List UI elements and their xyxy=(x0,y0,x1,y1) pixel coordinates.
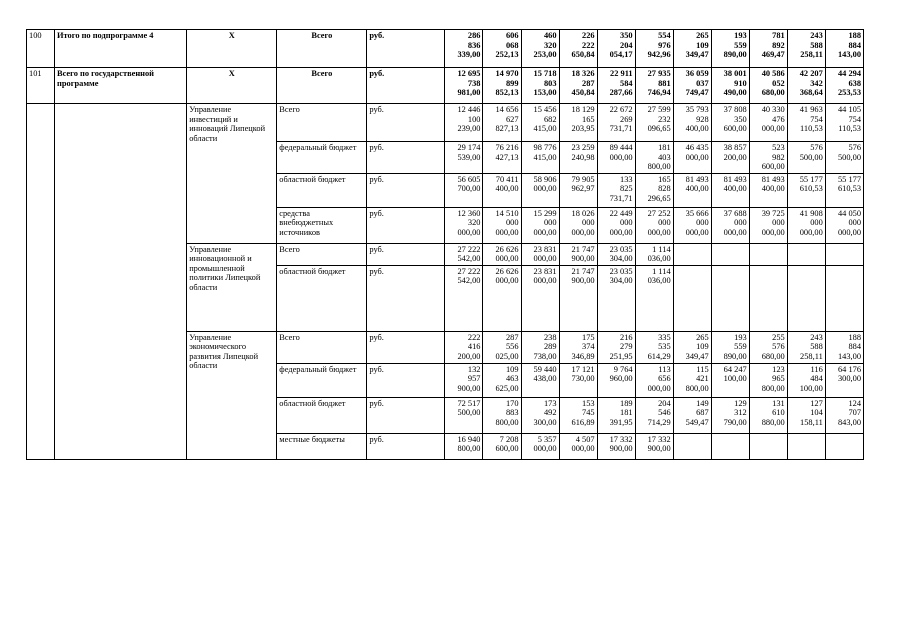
value-cell: 15 718 803 153,00 xyxy=(521,68,559,104)
value-cell: 35 793 928 400,00 xyxy=(673,104,711,142)
value-cell: 41 963 754 110,53 xyxy=(787,104,825,142)
value-cell: 44 050 000 000,00 xyxy=(825,207,863,243)
value-cell: 64 247 100,00 xyxy=(711,363,749,397)
value-cell xyxy=(825,433,863,459)
blank-title-cell xyxy=(55,104,187,460)
value-cell: 29 174 539,00 xyxy=(445,142,483,174)
value-cell: 4 507 000,00 xyxy=(559,433,597,459)
value-cell: 14 510 000 000,00 xyxy=(483,207,521,243)
unit-cell: руб. xyxy=(367,30,445,68)
value-cell: 109 463 625,00 xyxy=(483,363,521,397)
value-cell: 38 857 200,00 xyxy=(711,142,749,174)
value-cell xyxy=(711,265,749,331)
value-cell: 23 831 000,00 xyxy=(521,243,559,265)
value-cell: 243 588 258,11 xyxy=(787,331,825,363)
value-cell: 35 666 000 000,00 xyxy=(673,207,711,243)
value-cell: 72 517 500,00 xyxy=(445,397,483,433)
value-cell: 132 957 900,00 xyxy=(445,363,483,397)
value-cell xyxy=(787,265,825,331)
source-cell: Всего xyxy=(277,331,367,363)
value-cell: 286 836 339,00 xyxy=(445,30,483,68)
value-cell: 81 493 400,00 xyxy=(673,173,711,207)
value-cell xyxy=(673,433,711,459)
value-cell: 335 535 614,29 xyxy=(635,331,673,363)
value-cell: 124 707 843,00 xyxy=(825,397,863,433)
value-cell: 15 299 000 000,00 xyxy=(521,207,559,243)
value-cell: 350 204 054,17 xyxy=(597,30,635,68)
value-cell: 17 332 900,00 xyxy=(635,433,673,459)
value-cell: 7 208 600,00 xyxy=(483,433,521,459)
value-cell: 81 493 400,00 xyxy=(711,173,749,207)
unit-cell: руб. xyxy=(367,142,445,174)
unit-cell: руб. xyxy=(367,68,445,104)
value-cell: 40 586 052 680,00 xyxy=(749,68,787,104)
value-cell xyxy=(749,433,787,459)
value-cell: 37 808 350 600,00 xyxy=(711,104,749,142)
value-cell: 23 035 304,00 xyxy=(597,243,635,265)
value-cell: 81 493 400,00 xyxy=(749,173,787,207)
table-row xyxy=(27,68,864,104)
unit-cell: руб. xyxy=(367,265,445,331)
value-cell: 17 121 730,00 xyxy=(559,363,597,397)
value-cell xyxy=(749,243,787,265)
value-cell: 98 776 415,00 xyxy=(521,142,559,174)
value-cell: 27 599 232 096,65 xyxy=(635,104,673,142)
value-cell xyxy=(787,433,825,459)
value-cell: 287 556 025,00 xyxy=(483,331,521,363)
value-cell: 255 576 680,00 xyxy=(749,331,787,363)
value-cell: 265 109 349,47 xyxy=(673,331,711,363)
value-cell: 55 177 610,53 xyxy=(825,173,863,207)
value-cell: 16 940 800,00 xyxy=(445,433,483,459)
value-cell: 193 559 890,00 xyxy=(711,30,749,68)
value-cell: 129 312 790,00 xyxy=(711,397,749,433)
value-cell: 133 825 731,71 xyxy=(597,173,635,207)
unit-cell: руб. xyxy=(367,363,445,397)
value-cell xyxy=(711,243,749,265)
value-cell: 15 456 682 415,00 xyxy=(521,104,559,142)
value-cell: 27 222 542,00 xyxy=(445,243,483,265)
value-cell: 216 279 251,95 xyxy=(597,331,635,363)
unit-cell: руб. xyxy=(367,433,445,459)
value-cell: 76 216 427,13 xyxy=(483,142,521,174)
value-cell: 153 745 616,89 xyxy=(559,397,597,433)
value-cell: 1 114 036,00 xyxy=(635,243,673,265)
value-cell: 188 884 143,00 xyxy=(825,331,863,363)
value-cell: 181 403 800,00 xyxy=(635,142,673,174)
value-cell: 58 906 000,00 xyxy=(521,173,559,207)
executor-cell: Управление экономического развития Липецкой области xyxy=(187,331,277,459)
value-cell: 14 656 627 827,13 xyxy=(483,104,521,142)
source-cell: областной бюджет xyxy=(277,173,367,207)
value-cell: 23 831 000,00 xyxy=(521,265,559,331)
value-cell: 781 892 469,47 xyxy=(749,30,787,68)
value-cell: 89 444 000,00 xyxy=(597,142,635,174)
value-cell: 12 695 738 981,00 xyxy=(445,68,483,104)
source-cell: средства внебюджетных источников xyxy=(277,207,367,243)
blank-number-cell xyxy=(27,104,55,460)
value-cell: 55 177 610,53 xyxy=(787,173,825,207)
value-cell: 12 446 100 239,00 xyxy=(445,104,483,142)
value-cell: 17 332 900,00 xyxy=(597,433,635,459)
table-row xyxy=(27,30,864,68)
source-cell: федеральный бюджет xyxy=(277,142,367,174)
source-cell: местные бюджеты xyxy=(277,433,367,459)
value-cell: 1 114 036,00 xyxy=(635,265,673,331)
value-cell xyxy=(711,433,749,459)
value-cell: 116 484 100,00 xyxy=(787,363,825,397)
value-cell: 27 222 542,00 xyxy=(445,265,483,331)
value-cell: 37 688 000 000,00 xyxy=(711,207,749,243)
value-cell: 44 294 638 253,53 xyxy=(825,68,863,104)
source-cell: Всего xyxy=(277,104,367,142)
source-cell: Всего xyxy=(277,243,367,265)
value-cell: 41 908 000 000,00 xyxy=(787,207,825,243)
value-cell xyxy=(825,243,863,265)
executor-cell: X xyxy=(187,68,277,104)
table-row xyxy=(27,104,864,142)
source-cell: федеральный бюджет xyxy=(277,363,367,397)
value-cell: 40 330 476 000,00 xyxy=(749,104,787,142)
value-cell xyxy=(787,243,825,265)
value-cell: 576 500,00 xyxy=(787,142,825,174)
value-cell: 14 970 899 852,13 xyxy=(483,68,521,104)
value-cell: 42 207 342 368,64 xyxy=(787,68,825,104)
executor-cell: X xyxy=(187,30,277,68)
value-cell: 38 001 910 490,00 xyxy=(711,68,749,104)
unit-cell: руб. xyxy=(367,243,445,265)
value-cell: 18 129 165 203,95 xyxy=(559,104,597,142)
value-cell: 39 725 000 000,00 xyxy=(749,207,787,243)
unit-cell: руб. xyxy=(367,207,445,243)
value-cell: 5 357 000,00 xyxy=(521,433,559,459)
source-cell: Всего xyxy=(277,68,367,104)
value-cell: 56 605 700,00 xyxy=(445,173,483,207)
value-cell: 243 588 258,11 xyxy=(787,30,825,68)
value-cell: 127 104 158,11 xyxy=(787,397,825,433)
value-cell: 149 687 549,47 xyxy=(673,397,711,433)
value-cell: 189 181 391,95 xyxy=(597,397,635,433)
source-cell: областной бюджет xyxy=(277,397,367,433)
value-cell: 113 656 000,00 xyxy=(635,363,673,397)
value-cell: 26 626 000,00 xyxy=(483,243,521,265)
source-cell: Всего xyxy=(277,30,367,68)
value-cell: 523 982 600,00 xyxy=(749,142,787,174)
value-cell: 27 935 881 746,94 xyxy=(635,68,673,104)
value-cell: 70 411 400,00 xyxy=(483,173,521,207)
value-cell: 188 884 143,00 xyxy=(825,30,863,68)
value-cell: 22 911 584 287,66 xyxy=(597,68,635,104)
value-cell: 576 500,00 xyxy=(825,142,863,174)
budget-table xyxy=(26,29,864,460)
value-cell: 193 559 890,00 xyxy=(711,331,749,363)
row-title: Всего по государственной программе xyxy=(55,68,187,104)
value-cell: 554 976 942,96 xyxy=(635,30,673,68)
value-cell: 173 492 300,00 xyxy=(521,397,559,433)
value-cell xyxy=(749,265,787,331)
unit-cell: руб. xyxy=(367,173,445,207)
value-cell: 44 105 754 110,53 xyxy=(825,104,863,142)
value-cell: 23 259 240,98 xyxy=(559,142,597,174)
value-cell: 170 883 800,00 xyxy=(483,397,521,433)
row-number: 100 xyxy=(27,30,55,68)
value-cell: 222 416 200,00 xyxy=(445,331,483,363)
row-title: Итого по подпрограмме 4 xyxy=(55,30,187,68)
value-cell xyxy=(825,265,863,331)
value-cell: 606 068 252,13 xyxy=(483,30,521,68)
value-cell xyxy=(673,265,711,331)
value-cell: 226 222 650,84 xyxy=(559,30,597,68)
value-cell: 59 440 438,00 xyxy=(521,363,559,397)
value-cell: 36 059 037 749,47 xyxy=(673,68,711,104)
value-cell: 27 252 000 000,00 xyxy=(635,207,673,243)
unit-cell: руб. xyxy=(367,104,445,142)
value-cell: 115 421 800,00 xyxy=(673,363,711,397)
value-cell: 21 747 900,00 xyxy=(559,243,597,265)
value-cell: 9 764 960,00 xyxy=(597,363,635,397)
value-cell: 238 289 738,00 xyxy=(521,331,559,363)
value-cell: 460 320 253,00 xyxy=(521,30,559,68)
source-cell: областной бюджет xyxy=(277,265,367,331)
executor-cell: Управление инновационной и промышленной политики Липецкой области xyxy=(187,243,277,331)
value-cell xyxy=(673,243,711,265)
value-cell: 21 747 900,00 xyxy=(559,265,597,331)
value-cell: 46 435 000,00 xyxy=(673,142,711,174)
value-cell: 204 546 714,29 xyxy=(635,397,673,433)
row-number: 101 xyxy=(27,68,55,104)
value-cell: 18 026 000 000,00 xyxy=(559,207,597,243)
unit-cell: руб. xyxy=(367,331,445,363)
value-cell: 123 965 800,00 xyxy=(749,363,787,397)
value-cell: 18 326 287 450,84 xyxy=(559,68,597,104)
value-cell: 131 610 880,00 xyxy=(749,397,787,433)
value-cell: 64 176 300,00 xyxy=(825,363,863,397)
value-cell: 79 905 962,97 xyxy=(559,173,597,207)
value-cell: 23 035 304,00 xyxy=(597,265,635,331)
value-cell: 12 360 320 000,00 xyxy=(445,207,483,243)
value-cell: 265 109 349,47 xyxy=(673,30,711,68)
unit-cell: руб. xyxy=(367,397,445,433)
value-cell: 165 828 296,65 xyxy=(635,173,673,207)
executor-cell: Управление инвестиций и инноваций Липецкой области xyxy=(187,104,277,244)
value-cell: 175 374 346,89 xyxy=(559,331,597,363)
value-cell: 26 626 000,00 xyxy=(483,265,521,331)
value-cell: 22 449 000 000,00 xyxy=(597,207,635,243)
value-cell: 22 672 269 731,71 xyxy=(597,104,635,142)
